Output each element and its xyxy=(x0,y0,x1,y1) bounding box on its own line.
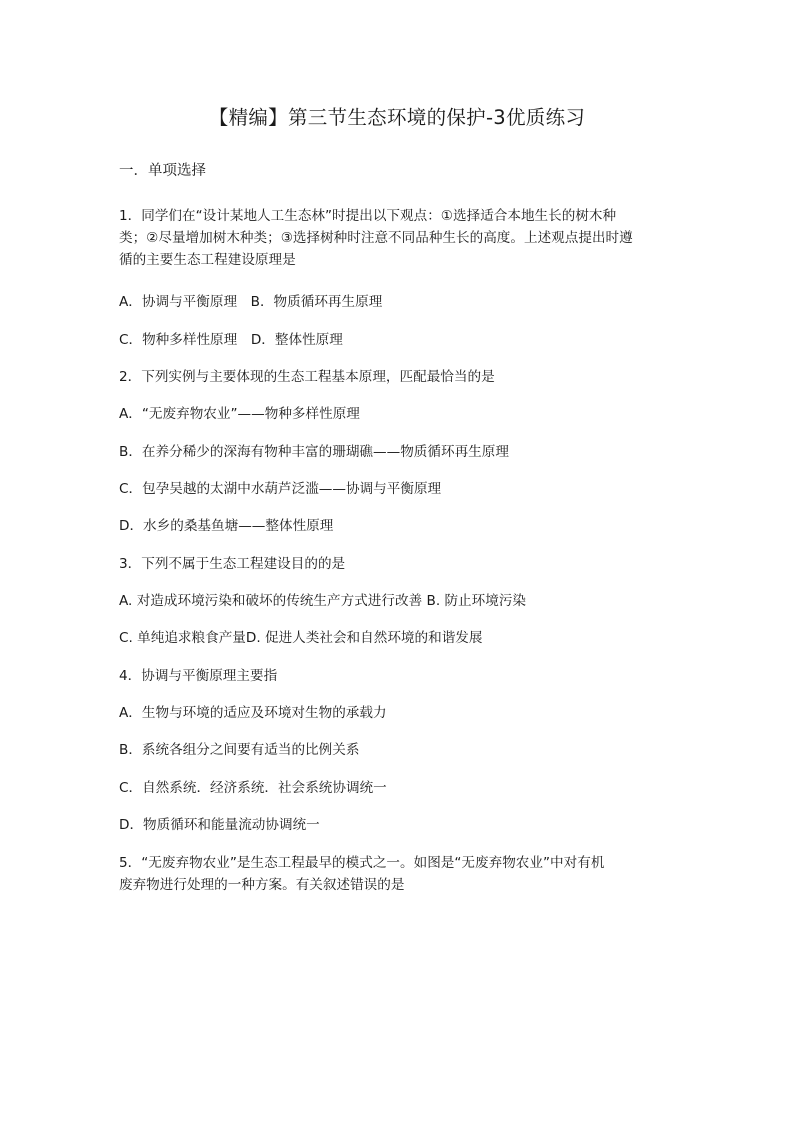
question-3-options-ab: A. 对造成环境污染和破坏的传统生产方式进行改善 B. 防止环境污染 xyxy=(119,593,527,609)
section-heading: 一．单项选择 xyxy=(119,163,206,179)
question-1-line-3: 循的主要生态工程建设原理是 xyxy=(119,252,296,268)
question-2-option-a: A．“无废弃物农业”——物种多样性原理 xyxy=(119,406,360,422)
question-2-option-d: D．水乡的桑基鱼塘——整体性原理 xyxy=(119,518,334,534)
question-1-line-2: 类；②尽量增加树木种类；③选择树种时注意不同品种生长的高度。上述观点提出时遵 xyxy=(119,230,633,246)
question-2-option-c: C．包孕吴越的太湖中水葫芦泛滥——协调与平衡原理 xyxy=(119,481,442,497)
question-1-stem xyxy=(119,205,679,271)
question-4-option-c: C．自然系统．经济系统．社会系统协调统一 xyxy=(119,780,387,796)
question-5-line-1: 5．“无废弃物农业”是生态工程最早的模式之一。如图是“无废弃物农业”中对有机 xyxy=(119,855,605,871)
question-1-line-1: 1．同学们在“设计某地人工生态林”时提出以下观点：①选择适合本地生长的树木种 xyxy=(119,208,617,224)
question-3-stem: 3．下列不属于生态工程建设目的的是 xyxy=(119,556,346,572)
question-1-options-cd: C．物种多样性原理 D．整体性原理 xyxy=(119,332,343,348)
question-1-options-ab: A．协调与平衡原理 B．物质循环再生原理 xyxy=(119,294,383,310)
question-5-stem xyxy=(119,852,679,896)
question-4-option-b: B．系统各组分之间要有适当的比例关系 xyxy=(119,742,360,758)
question-4-stem: 4．协调与平衡原理主要指 xyxy=(119,668,278,684)
question-5-line-2: 废弃物进行处理的一种方案。有关叙述错误的是 xyxy=(119,877,405,893)
question-4-option-d: D．物质循环和能量流动协调统一 xyxy=(119,817,320,833)
question-3-options-cd: C. 单纯追求粮食产量D. 促进人类社会和自然环境的和谐发展 xyxy=(119,630,483,646)
question-2-option-b: B．在养分稀少的深海有物种丰富的珊瑚礁——物质循环再生原理 xyxy=(119,444,509,460)
question-4-option-a: A．生物与环境的适应及环境对生物的承载力 xyxy=(119,705,387,721)
question-2-stem: 2．下列实例与主要体现的生态工程基本原理，匹配最恰当的是 xyxy=(119,369,495,385)
page-title: 【精编】第三节生态环境的保护-3优质练习 xyxy=(208,106,586,129)
